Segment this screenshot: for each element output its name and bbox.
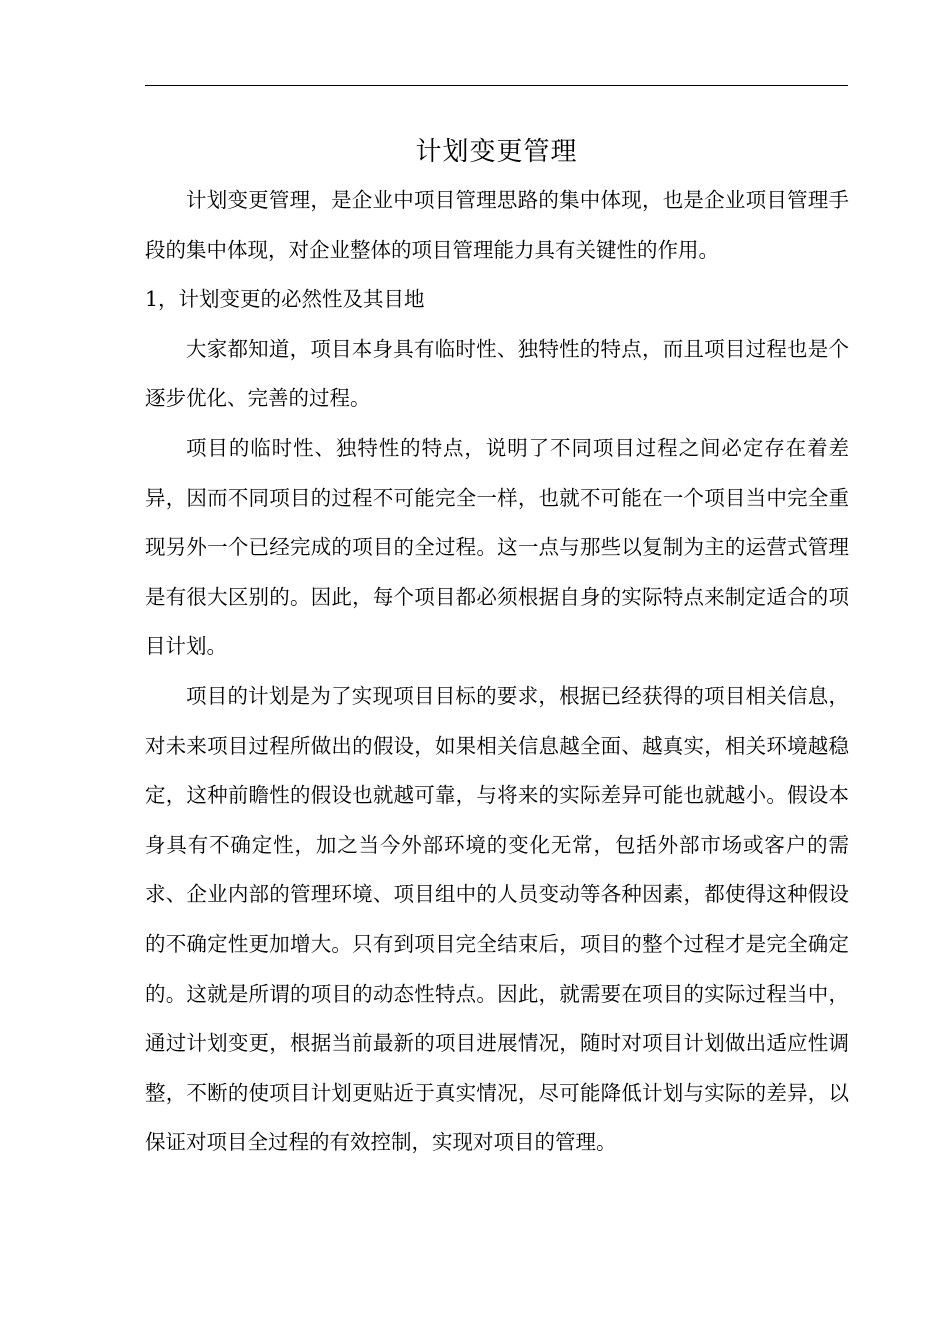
paragraph-project-differences: 项目的临时性、独特性的特点，说明了不同项目过程之间必定存在着差异，因而不同项目的过程不可能完全一样，也就不可能在一个项目当中完全重现另外一个已经完成的项目的全过程。这一点与那些以复制为主的运营式管理是有很大区别的。因此，每个项目都必须根据自身的实际特点来制定适合的项目计划。 bbox=[145, 435, 849, 659]
paragraph-plan-assumptions: 项目的计划是为了实现项目目标的要求，根据已经获得的项目相关信息，对未来项目过程所做出的假设，如果相关信息越全面、越真实，相关环境越稳定，这种前瞻性的假设也就越可靠，与将来的实际差异可能也就越小。假设本身具有不确定性，加之当今外部环境的变化无常，包括外部市场或客户的需求、企业内部的管理环境、项目组中的人员变动等各种因素，都使得这种假设的不确定性更加增大。只有到项目完全结束后，项目的整个过程才是完全确定的。这就是所谓的项目的动态性特点。因此，就需要在项目的实际过程当中，通过计划变更，根据当前最新的项目进展情况，随时对项目计划做出适应性调整，不断的使项目计划更贴近于真实情况，尽可能降低计划与实际的差异，以保证对项目全过程的有效控制，实现对项目的管理。 bbox=[145, 683, 849, 1155]
paragraph-intro: 计划变更管理，是企业中项目管理思路的集中体现，也是企业项目管理手段的集中体现，对企业整体的项目管理能力具有关键性的作用。 bbox=[145, 188, 849, 262]
document-title: 计划变更管理 bbox=[415, 137, 578, 167]
header-rule bbox=[145, 85, 848, 86]
document-body bbox=[145, 176, 849, 1168]
paragraph-project-traits: 大家都知道，项目本身具有临时性、独特性的特点，而且项目过程也是个逐步优化、完善的过程。 bbox=[145, 336, 849, 411]
section-heading-1: 1，计划变更的必然性及其目地 bbox=[145, 287, 425, 312]
